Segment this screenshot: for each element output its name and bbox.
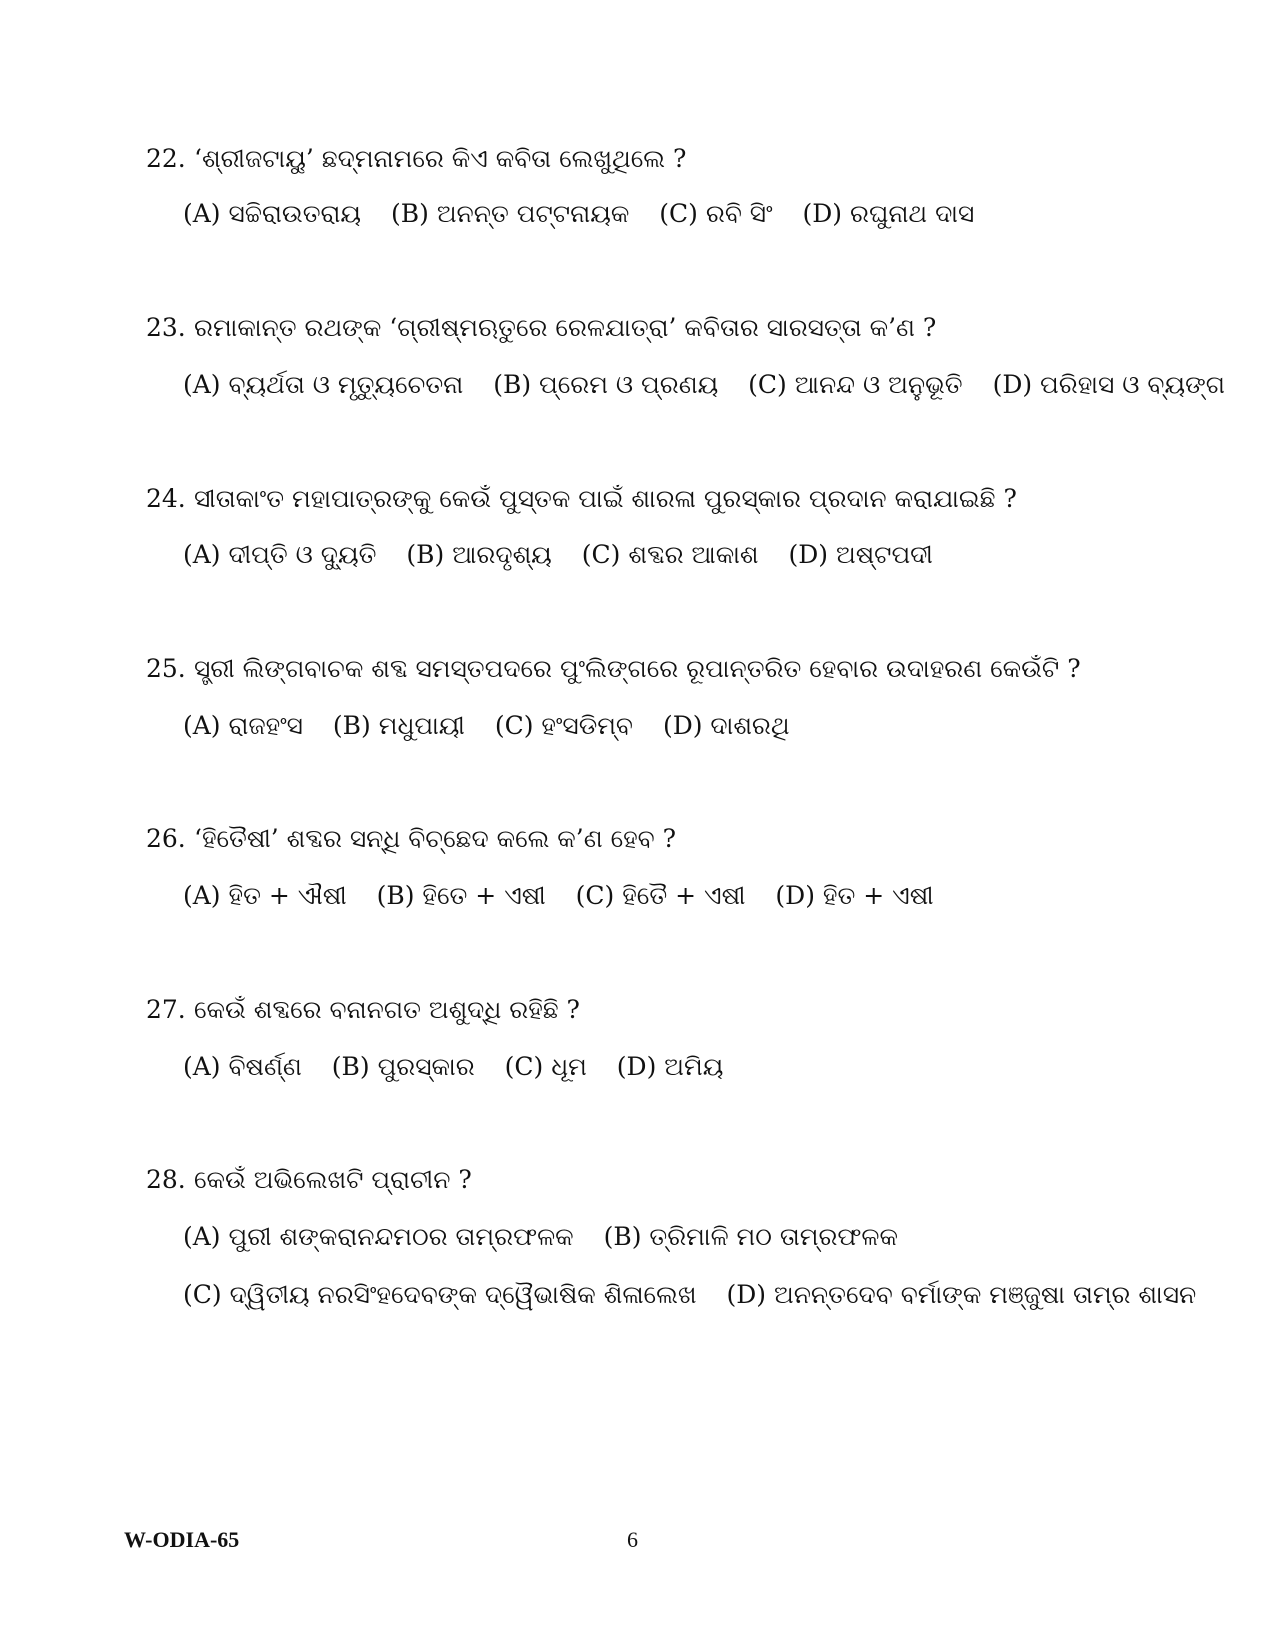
option-b: (B) ଅନନ୍ତ ପଟ୍ଟନାୟକ — [391, 199, 630, 228]
option-d: (D) ଅମିୟ — [616, 1052, 724, 1081]
option-c: (C) ହିତୈ + ଏଷୀ — [575, 881, 746, 910]
question-text: ସ୍ତ୍ରୀ ଲିଙ୍ଗବାଚକ ଶବ୍ଦ ସମସ୍ତପଦରେ ପୁଂଲିଙ୍ଗରେ ରୂପାନ୍ତରିତ ହେବାର ଉଦାହରଣ କେଉଁଟି ? — [194, 654, 1081, 683]
question-number: 25. — [146, 654, 186, 683]
options-row — [183, 1279, 1218, 1311]
question-number: 27. — [146, 995, 186, 1024]
question-stem — [146, 994, 580, 1026]
options-row — [183, 1221, 920, 1253]
option-c: (C) ଧୂମ — [504, 1052, 587, 1081]
option-a: (A) ପୁରୀ ଶଙ୍କରାନନ୍ଦମଠର ତାମ୍ରଫଳକ — [183, 1222, 574, 1251]
option-a: (A) ବ୍ୟର୍ଥତା ଓ ମୃତ୍ୟୁଚେତନା — [183, 370, 464, 399]
option-b: (B) ତ୍ରିମାଳି ମଠ ତାମ୍ରଫଳକ — [603, 1222, 898, 1251]
question-stem — [146, 312, 936, 344]
option-d: (D) ଦାଶରଥି — [662, 711, 790, 740]
question-number: 24. — [146, 484, 186, 513]
option-d: (D) ରଘୁନାଥ ଦାସ — [802, 199, 975, 228]
question-stem — [146, 143, 686, 175]
options-row — [183, 1051, 745, 1083]
question-number: 22. — [146, 144, 186, 173]
question-number: 28. — [146, 1165, 186, 1194]
option-d: (D) ଅଷ୍ଟପଦୀ — [788, 540, 933, 569]
question-stem — [146, 483, 1017, 515]
question-text: ସୀତାକାଂତ ମହାପାତ୍ରଙ୍କୁ କେଉଁ ପୁସ୍ତକ ପାଇଁ ଶାରଳା ପୁରସ୍କାର ପ୍ରଦାନ କରାଯାଇଛି ? — [194, 484, 1017, 513]
question-stem — [146, 1164, 472, 1196]
options-row — [183, 710, 812, 742]
option-a: (A) ସଚ୍ଚିରାଉତରାୟ — [183, 199, 362, 228]
option-d: (D) ହିତ + ଏଷୀ — [775, 881, 934, 910]
options-row — [183, 880, 956, 912]
question-number: 23. — [146, 313, 186, 342]
option-b: (B) ପୁରସ୍କାର — [331, 1052, 475, 1081]
question-text: ‘ଶ୍ରୀଜଟାୟୁ’ ଛଦ୍ମନାମରେ କିଏ କବିତା ଲେଖୁଥିଲେ ? — [194, 144, 687, 173]
options-row — [183, 369, 1247, 401]
option-b: (B) ଆରଦୃଶ୍ୟ — [406, 540, 552, 569]
option-c: (C) ଦ୍ୱିତୀୟ ନରସିଂହଦେବଙ୍କ ଦ୍ୱୈଭାଷିକ ଶିଳାଲେଖ — [183, 1280, 697, 1309]
option-d: (D) ଅନନ୍ତଦେବ ବର୍ମାଙ୍କ ମଞ୍ଜୁଷା ତାମ୍ର ଶାସନ — [726, 1280, 1197, 1309]
option-a: (A) ହିତ + ଐଷୀ — [183, 881, 347, 910]
question-stem — [146, 823, 676, 855]
option-b: (B) ପ୍ରେମ ଓ ପ୍ରଣୟ — [493, 370, 719, 399]
option-a: (A) ରାଜହଂସ — [183, 711, 303, 740]
option-c: (C) ଆନନ୍ଦ ଓ ଅନୁଭୂତି — [748, 370, 963, 399]
options-row — [183, 539, 955, 571]
booklet-code: W-ODIA-65 — [124, 1527, 240, 1552]
option-b: (B) ମଧୁପାୟୀ — [332, 711, 465, 740]
question-text: କେଉଁ ଅଭିଲେଖଟି ପ୍ରାଚୀନ ? — [194, 1165, 472, 1194]
page-number: 6 — [627, 1527, 638, 1552]
option-a: (A) ବିଷର୍ଣ୍ଣ — [183, 1052, 302, 1081]
option-b: (B) ହିତେ + ଏଷୀ — [376, 881, 546, 910]
options-row — [183, 198, 996, 230]
question-number: 26. — [146, 824, 186, 853]
option-c: (C) ରବି ସିଂ — [659, 199, 773, 228]
question-text: ରମାକାନ୍ତ ରଥଙ୍କ ‘ଗ୍ରୀଷ୍ମଋତୁରେ ରେଳଯାତ୍ରା’ କବିତାର ସାରସତ୍ତା କ’ଣ ? — [194, 313, 937, 342]
question-stem — [146, 653, 1081, 685]
question-text: ‘ହିତୈଷୀ’ ଶବ୍ଦର ସନ୍ଧି ବିଚ୍ଛେଦ କଲେ କ’ଣ ହେବ ? — [194, 824, 677, 853]
option-d: (D) ପରିହାସ ଓ ବ୍ୟଙ୍ଗ — [992, 370, 1225, 399]
option-a: (A) ଦୀପ୍ତି ଓ ଦ୍ୟୁତି — [183, 540, 377, 569]
question-text: କେଉଁ ଶବ୍ଦରେ ବନାନଗତ ଅଶୁଦ୍ଧି ରହିଛି ? — [194, 995, 580, 1024]
option-c: (C) ହଂସଡିମ୍ବ — [494, 711, 633, 740]
option-c: (C) ଶବ୍ଦର ଆକାଶ — [581, 540, 759, 569]
